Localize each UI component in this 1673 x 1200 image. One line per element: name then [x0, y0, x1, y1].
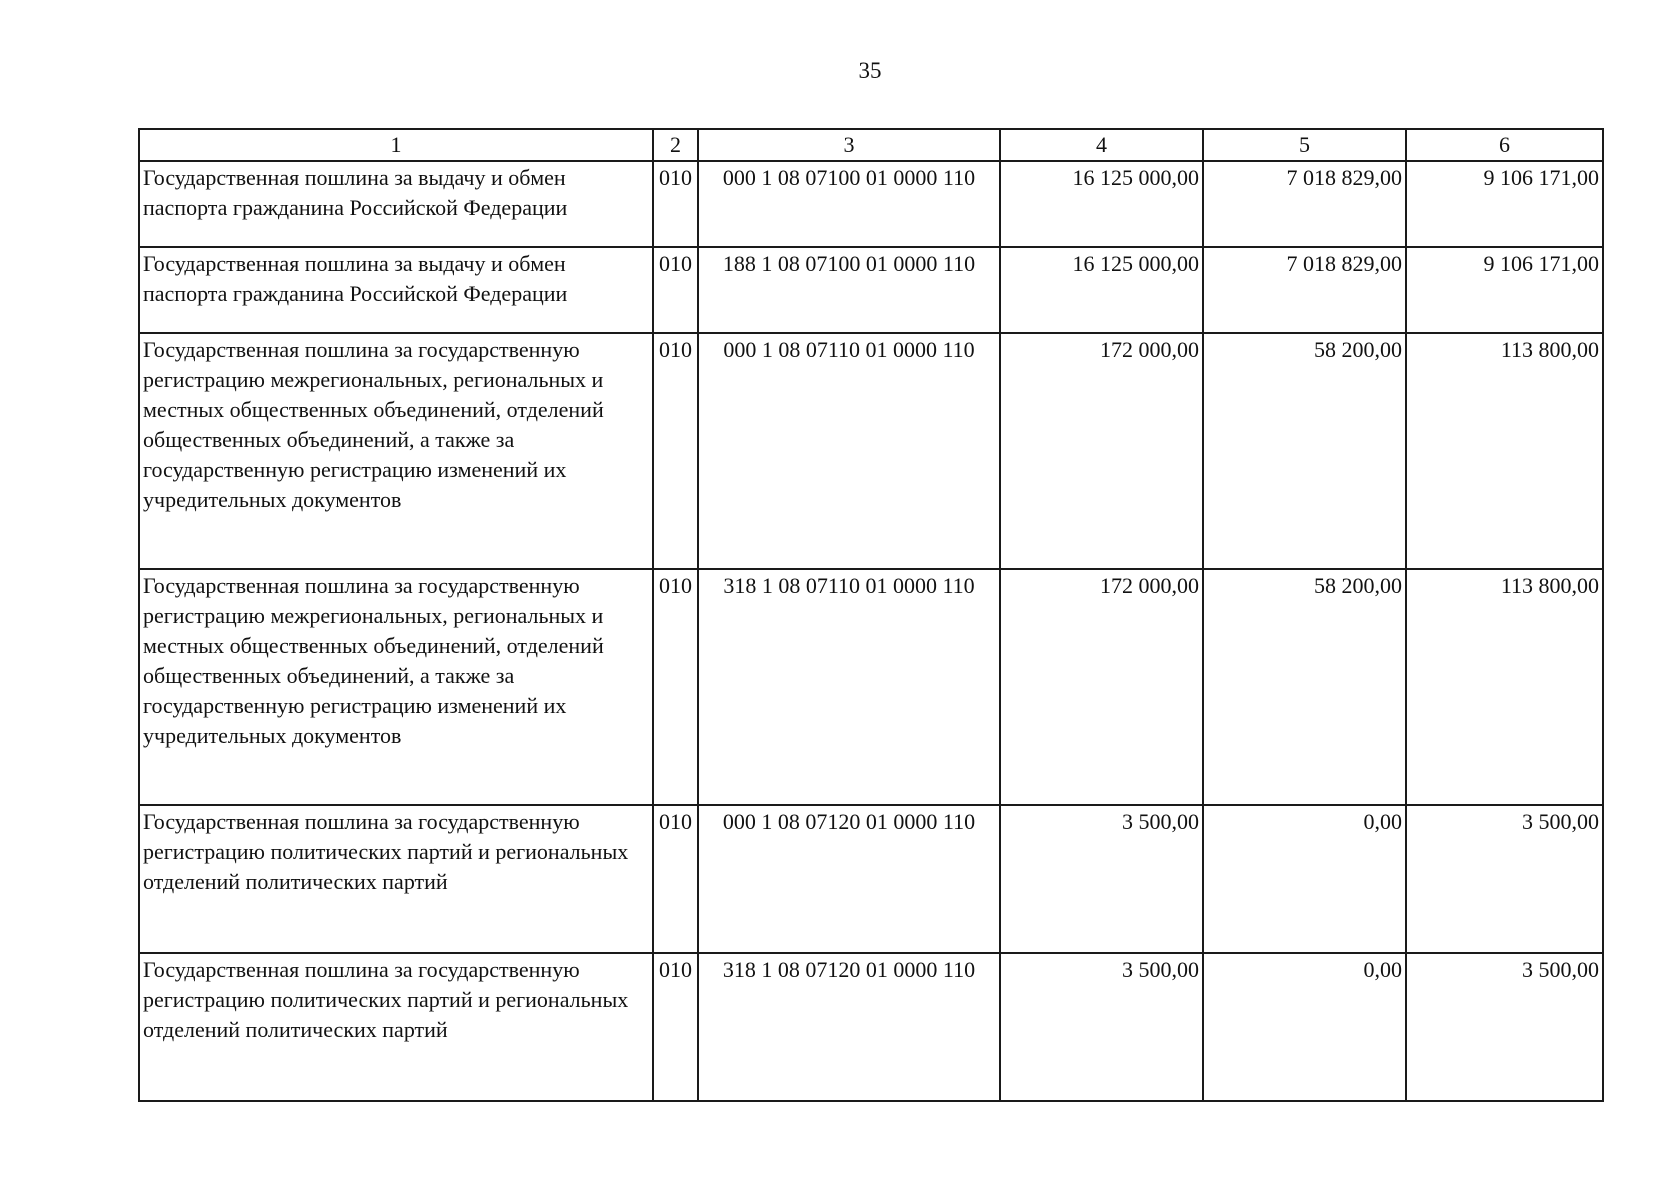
row-budget-code: 318 1 08 07120 01 0000 110 [698, 953, 1000, 1101]
row-name: Государственная пошлина за государственную регистрацию межрегиональных, региональных и местных общественных объединений, отделений общественных объединений, а также за государственную регистрацию изменений их учредительных документов [139, 333, 653, 569]
row-line-code: 010 [653, 805, 698, 953]
row-value-4: 16 125 000,00 [1000, 247, 1203, 333]
column-header: 3 [698, 129, 1000, 161]
row-budget-code: 318 1 08 07110 01 0000 110 [698, 569, 1000, 805]
table-row [139, 247, 1603, 333]
row-name: Государственная пошлина за государственную регистрацию межрегиональных, региональных и местных общественных объединений, отделений общественных объединений, а также за государственную регистрацию изменений их учредительных документов [139, 569, 653, 805]
table-row [139, 333, 1603, 569]
row-value-6: 3 500,00 [1406, 805, 1603, 953]
row-name: Государственная пошлина за государственную регистрацию политических партий и региональных отделений политических партий [139, 805, 653, 953]
column-header: 2 [653, 129, 698, 161]
page-number: 35 [858, 58, 882, 83]
table-header-row [139, 129, 1603, 161]
table-row [139, 161, 1603, 247]
row-line-code: 010 [653, 569, 698, 805]
row-budget-code: 000 1 08 07100 01 0000 110 [698, 161, 1000, 247]
row-name: Государственная пошлина за выдачу и обмен паспорта гражданина Российской Федерации [139, 247, 653, 333]
column-header: 1 [139, 129, 653, 161]
row-value-5: 7 018 829,00 [1203, 247, 1406, 333]
table-row [139, 569, 1603, 805]
row-budget-code: 000 1 08 07120 01 0000 110 [698, 805, 1000, 953]
row-value-4: 3 500,00 [1000, 805, 1203, 953]
table-row [139, 953, 1603, 1101]
row-value-5: 0,00 [1203, 805, 1406, 953]
row-budget-code: 000 1 08 07110 01 0000 110 [698, 333, 1000, 569]
row-line-code: 010 [653, 333, 698, 569]
row-name: Государственная пошлина за государственную регистрацию политических партий и региональных отделений политических партий [139, 953, 653, 1101]
row-value-4: 172 000,00 [1000, 569, 1203, 805]
column-header: 5 [1203, 129, 1406, 161]
row-line-code: 010 [653, 161, 698, 247]
row-value-4: 3 500,00 [1000, 953, 1203, 1101]
row-value-6: 3 500,00 [1406, 953, 1603, 1101]
budget-table [138, 128, 1604, 1102]
row-value-5: 0,00 [1203, 953, 1406, 1101]
row-line-code: 010 [653, 247, 698, 333]
row-value-5: 7 018 829,00 [1203, 161, 1406, 247]
row-value-6: 113 800,00 [1406, 333, 1603, 569]
row-name: Государственная пошлина за выдачу и обмен паспорта гражданина Российской Федерации [139, 161, 653, 247]
column-header: 4 [1000, 129, 1203, 161]
row-value-4: 16 125 000,00 [1000, 161, 1203, 247]
row-value-6: 113 800,00 [1406, 569, 1603, 805]
row-line-code: 010 [653, 953, 698, 1101]
row-value-6: 9 106 171,00 [1406, 161, 1603, 247]
row-value-5: 58 200,00 [1203, 569, 1406, 805]
row-value-5: 58 200,00 [1203, 333, 1406, 569]
table-row [139, 805, 1603, 953]
row-value-6: 9 106 171,00 [1406, 247, 1603, 333]
row-value-4: 172 000,00 [1000, 333, 1203, 569]
row-budget-code: 188 1 08 07100 01 0000 110 [698, 247, 1000, 333]
column-header: 6 [1406, 129, 1603, 161]
